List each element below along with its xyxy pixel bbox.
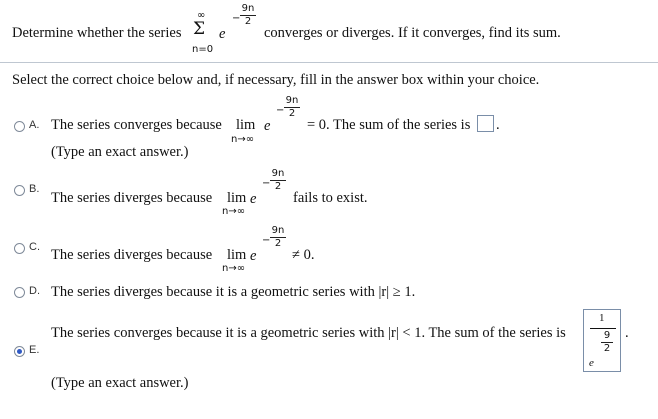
choice-b-base: e	[250, 191, 257, 207]
choice-b-minus: −	[262, 178, 271, 189]
choice-e-answer-exponent: 9 2	[601, 331, 613, 354]
choice-a-answer-box[interactable]	[477, 115, 494, 132]
sum-lower-limit: n=0	[192, 44, 214, 55]
choice-e-letter: E.	[29, 344, 40, 356]
choice-e-answer-box[interactable]	[583, 309, 621, 372]
choice-a-text: The series converges because	[51, 117, 222, 133]
choice-a-period: .	[496, 117, 500, 133]
choice-c-base: e	[250, 248, 257, 264]
choice-b-lim: lim	[227, 190, 247, 206]
sum-upper-limit: ∞	[197, 10, 206, 21]
choice-b-lim-sub: n→∞	[222, 206, 246, 217]
question-minus: −	[232, 13, 241, 24]
choice-e-answer-base: e	[589, 357, 594, 369]
choice-b-exponent: 9n 2	[271, 168, 285, 192]
choice-c-text: The series diverges because	[51, 247, 213, 263]
choice-e-text: The series converges because it is a geometric series with |r| < 1. The sum of the series is	[51, 325, 566, 341]
choice-a-minus: −	[276, 105, 285, 116]
question-prefix: Determine whether the series	[12, 25, 182, 41]
radio-choice-c[interactable]	[14, 243, 25, 254]
choice-c-minus: −	[262, 235, 271, 246]
choice-b-text: The series diverges because	[51, 190, 213, 206]
choice-c-lim-sub: n→∞	[222, 263, 246, 274]
radio-choice-d[interactable]	[14, 287, 25, 298]
choice-b-after: fails to exist.	[293, 190, 368, 206]
choice-b-letter: B.	[29, 183, 40, 195]
question-exponent: 9n 2	[241, 3, 255, 27]
choice-a-letter: A.	[29, 119, 40, 131]
choice-c-lim: lim	[227, 247, 247, 263]
choice-e-fraction-bar	[590, 328, 616, 329]
choice-a-exponent: 9n 2	[285, 95, 299, 119]
choice-c-exponent: 9n 2	[271, 225, 285, 249]
choice-e-answer-numerator: 1	[599, 312, 605, 324]
choice-a-base: e	[264, 118, 271, 134]
radio-choice-e[interactable]	[14, 346, 25, 357]
choice-e-hint: (Type an exact answer.)	[51, 375, 189, 391]
radio-choice-a[interactable]	[14, 121, 25, 132]
choice-e-period: .	[625, 325, 629, 341]
choice-a-after: = 0. The sum of the series is	[307, 117, 471, 133]
question-base: e	[219, 26, 226, 42]
instructions: Select the correct choice below and, if necessary, fill in the answer box within your choice.	[12, 72, 540, 88]
radio-choice-b[interactable]	[14, 185, 25, 196]
choice-a-hint: (Type an exact answer.)	[51, 144, 189, 160]
choice-d-text: The series diverges because it is a geometric series with |r| ≥ 1.	[51, 284, 416, 300]
sigma-symbol: Σ	[193, 19, 206, 39]
choice-a-lim-sub: n→∞	[231, 134, 255, 145]
divider	[0, 62, 658, 63]
question-suffix: converges or diverges. If it converges, find its sum.	[264, 25, 561, 41]
choice-a-lim: lim	[236, 117, 256, 133]
choice-d-letter: D.	[29, 285, 40, 297]
choice-c-letter: C.	[29, 241, 40, 253]
choice-c-after: ≠ 0.	[292, 247, 315, 263]
